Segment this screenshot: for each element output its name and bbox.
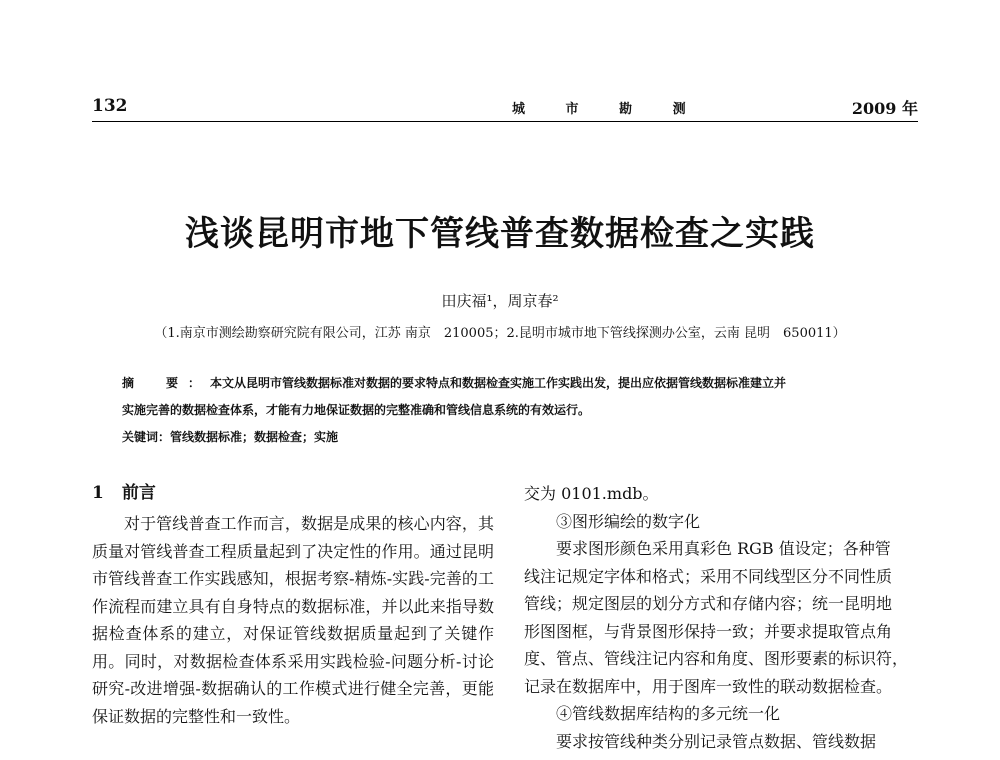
right-column <box>524 480 926 755</box>
journal-year: 2009 年 <box>851 99 918 118</box>
keywords-text: 管线数据标准；数据检查；实施 <box>170 430 339 444</box>
page-number: 132 <box>92 96 128 116</box>
text-line: 要求图形颜色采用真彩色 RGB 值设定；各种管 <box>556 539 891 558</box>
running-header <box>92 96 918 120</box>
abstract-line-1: 本文从昆明市管线数据标准对数据的要求特点和数据检查实施工作实践出发，提出应依据管线数据标准建立并 <box>210 376 787 390</box>
authors: 田庆福¹，周京春² <box>441 292 559 310</box>
keywords-label: 关键词： <box>122 430 171 444</box>
text-line: 形图图框，与背景图形保持一致；并要求提取管点角 <box>524 621 893 641</box>
abstract-label: 摘 要： <box>122 376 211 390</box>
header-rule <box>92 121 918 122</box>
section-heading <box>92 480 494 510</box>
text-line: 线注记规定字体和格式；采用不同线型区分不同性质 <box>524 566 893 586</box>
subheading: ③图形编绘的数字化 <box>556 511 701 531</box>
text-line: 交为 0101.mdb。 <box>524 484 659 503</box>
left-column <box>92 480 494 730</box>
abstract-line-2: 实施完善的数据检查体系，才能有力地保证数据的完整准确和管线信息系统的有效运行。 <box>122 403 591 417</box>
text-line: 要求按管线种类分别记录管点数据、管线数据 <box>556 731 877 751</box>
intro-paragraph: 对于管线普查工作而言，数据是成果的核心内容，其质量对管线普查工程质量起到了决定性的作用。通过昆明市管线普查工作实践感知，根据考察-精炼-实践-完善的工作流程而建立具有自身特点的数据标准，并以此来指导数据检查体系的建立，对保证管线数据质量起到了关键作用。同时，对数据检查体系采用实践检验-问题分析-讨论研究-改进增强-数据确认的工作模式进行健全完善，更能保证数据的完整性和一致性。 <box>92 514 494 726</box>
affiliation: （1.南京市测绘勘察研究院有限公司，江苏 南京 210005；2.昆明市城市地下管线探测办公室，云南 昆明 650011） <box>154 326 846 341</box>
text-line: 度、管点、管线注记内容和角度、图形要素的标识符， <box>524 649 909 668</box>
journal-name: 城 市 勘 测 <box>512 102 704 117</box>
paper-title: 浅谈昆明市地下管线普查数据检查之实践 <box>185 214 815 254</box>
section-title: 前言 <box>121 483 156 503</box>
subheading: ④管线数据库结构的多元统一化 <box>556 704 781 723</box>
keywords <box>122 428 892 445</box>
abstract <box>122 370 892 424</box>
text-line: 记录在数据库中，用于图库一致性的联动数据检查。 <box>524 676 893 696</box>
section-number: 1 <box>92 483 104 503</box>
text-line: 管线；规定图层的划分方式和存储内容；统一昆明地 <box>524 594 893 613</box>
